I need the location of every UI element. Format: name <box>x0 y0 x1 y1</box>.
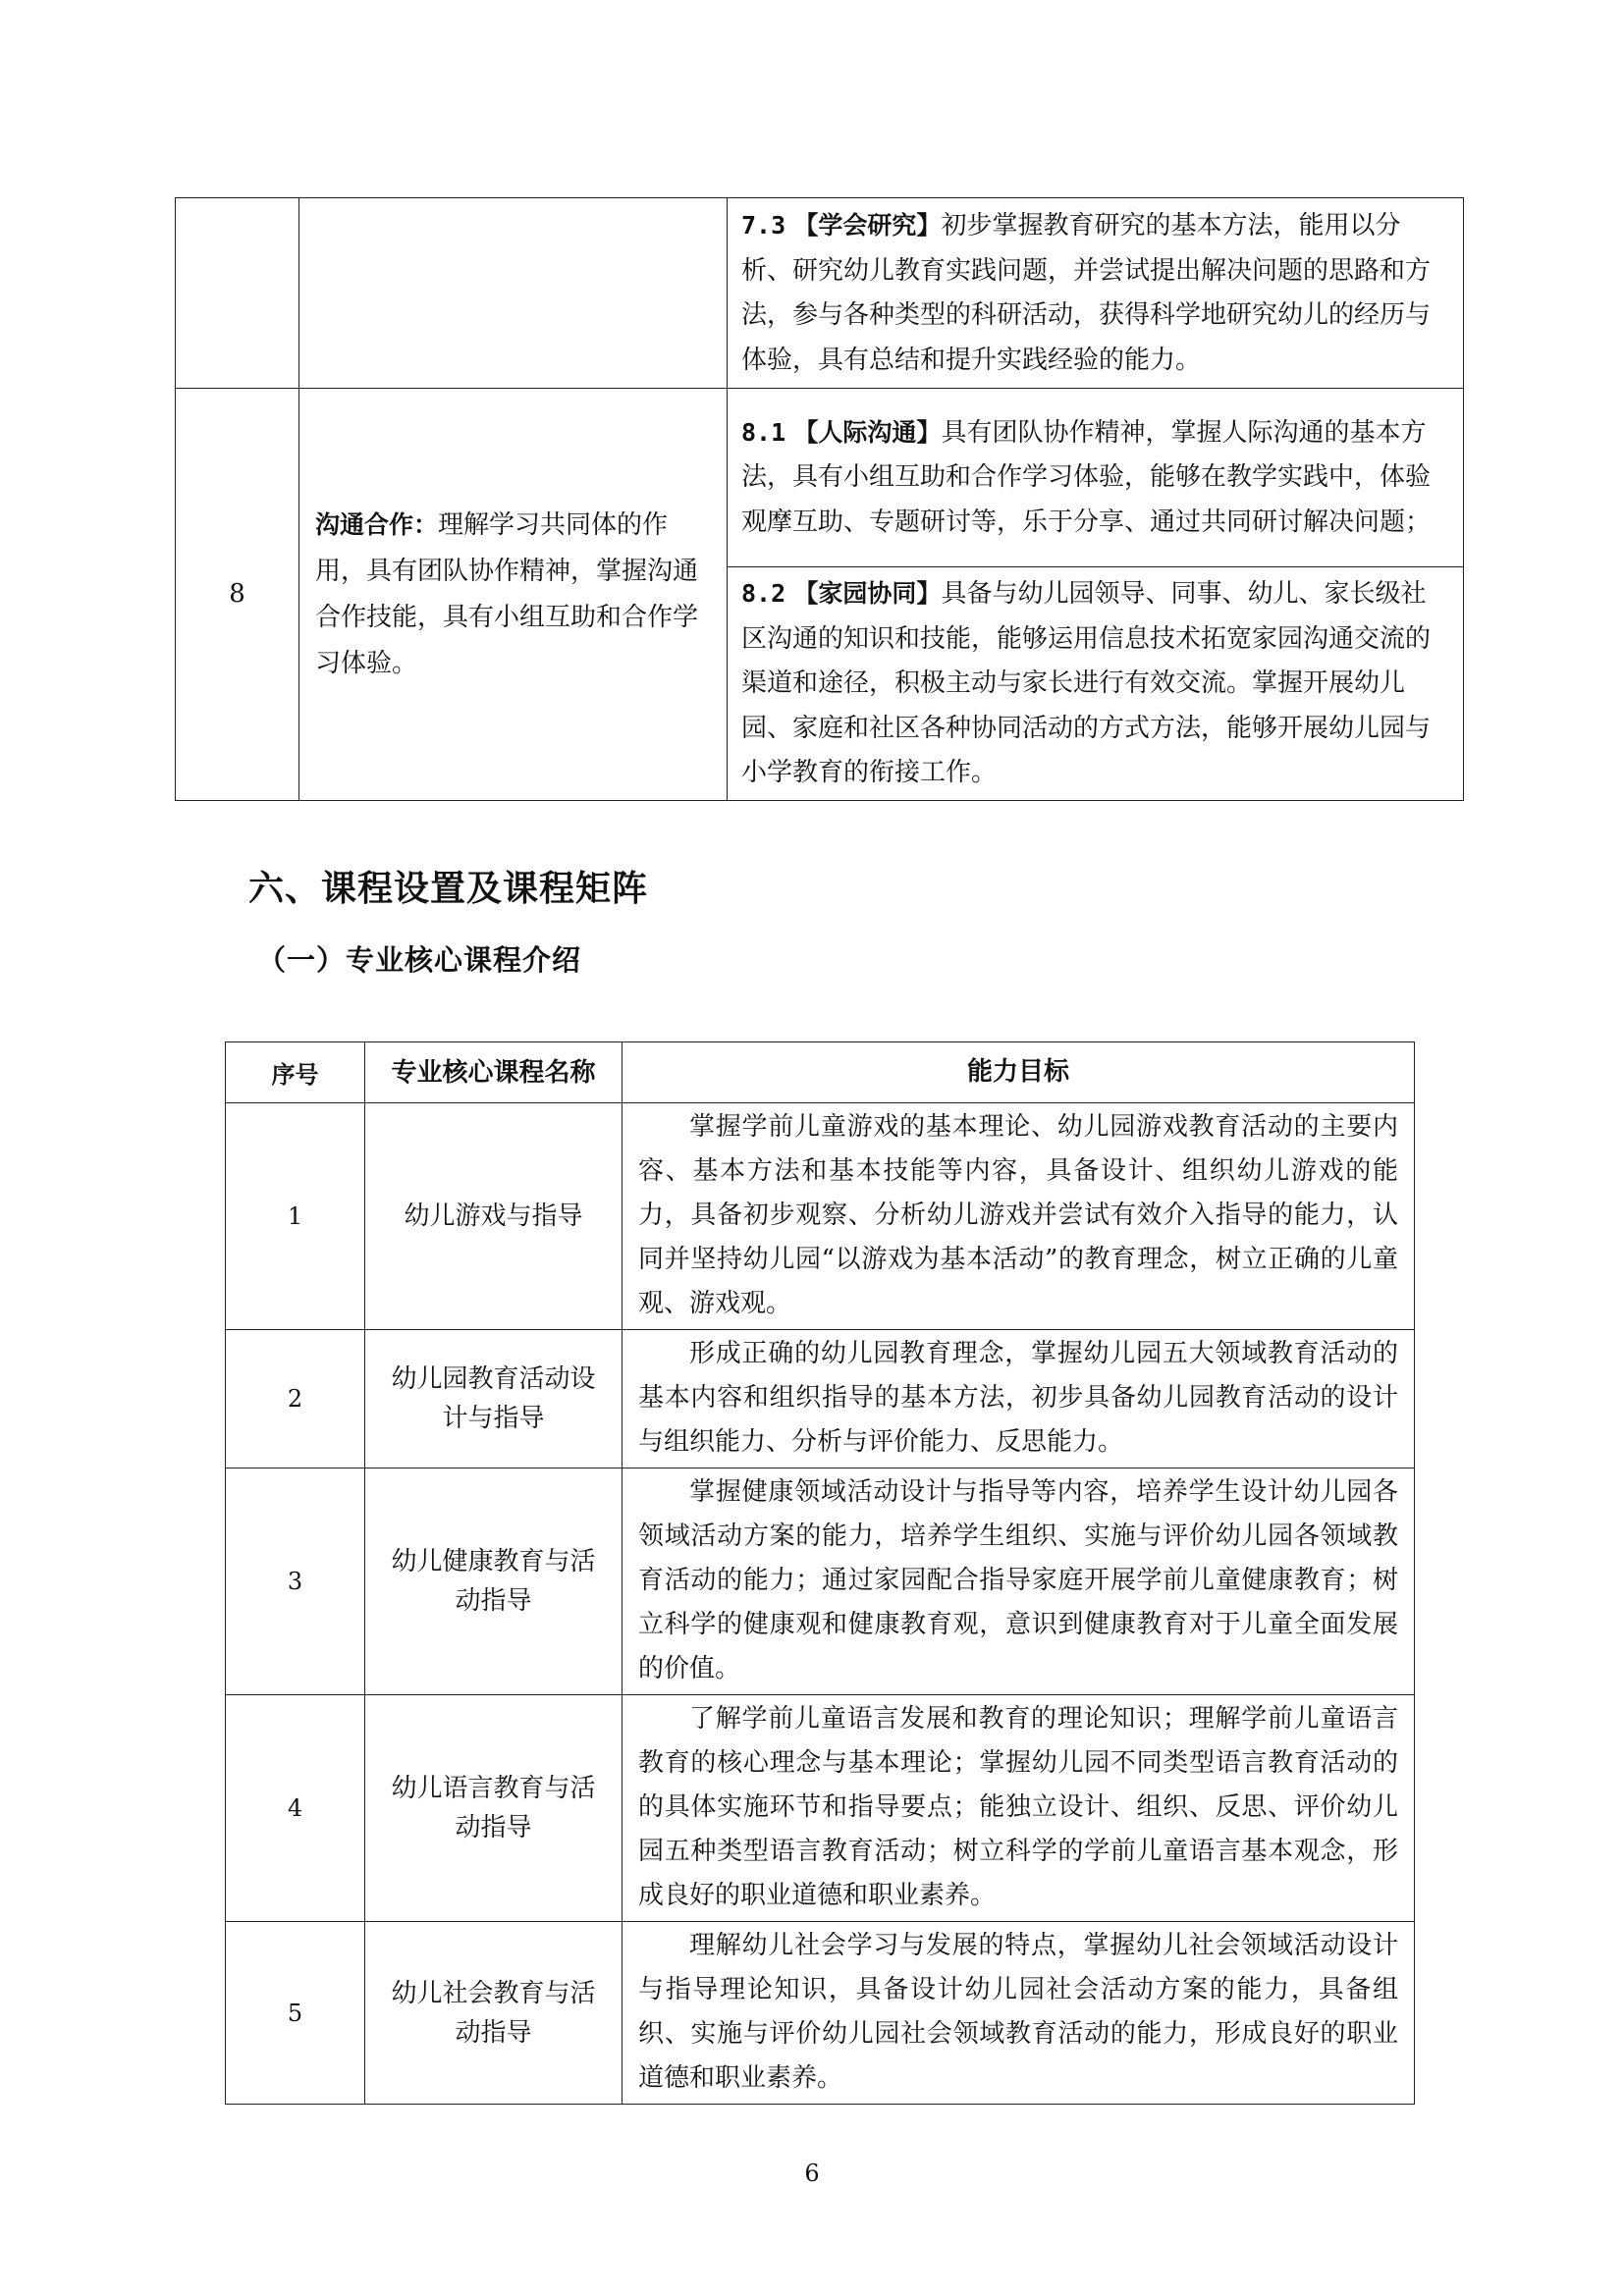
subsection-title: （一）专业核心课程介绍 <box>257 943 582 977</box>
requirement-text: 理解学习共同体的作用，具有团队协作精神，掌握沟通合作技能，具有小组互助和合作学习体验。 <box>315 509 699 678</box>
course-goal: 掌握学前儿童游戏的基本理论、幼儿园游戏教育活动的主要内容、基本方法和基本技能等内容，具备设计、组织幼儿游戏的能力，具备初步观察、分析幼儿游戏并尝试有效介入指导的能力，认同并坚持幼儿园“以游戏为基本活动”的教育理念，树立正确的儿童观、游戏观。 <box>638 1112 1398 1318</box>
header-course-name: 专业核心课程名称 <box>365 1042 623 1103</box>
row-number <box>176 198 299 389</box>
requirement-cell <box>299 389 728 801</box>
course-no: 2 <box>226 1330 365 1468</box>
core-course-table <box>225 1041 1415 2105</box>
course-no: 1 <box>226 1103 365 1330</box>
requirement-title: 沟通合作： <box>315 509 439 539</box>
course-name: 幼儿园教育活动设计与指导 <box>365 1330 623 1468</box>
course-goal: 掌握健康领域活动设计与指导等内容，培养学生设计幼儿园各领域活动方案的能力，培养学生组织、实施与评价幼儿园各领域教育活动的能力；通过家园配合指导家庭开展学前儿童健康教育；树立科学的健康观和健康教育观，意识到健康教育对于儿童全面发展的价值。 <box>638 1477 1398 1683</box>
table-row <box>176 389 1464 567</box>
course-goal-cell <box>623 1330 1415 1468</box>
indicator-code: 7.3 <box>741 211 786 240</box>
course-name: 幼儿语言教育与活动指导 <box>365 1695 623 1922</box>
row-number: 8 <box>176 389 299 801</box>
header-ability-goal: 能力目标 <box>623 1042 1415 1103</box>
course-goal: 了解学前儿童语言发展和教育的理论知识；理解学前儿童语言教育的核心理念与基本理论；掌握幼儿园不同类型语言教育活动的的具体实施环节和指导要点；能独立设计、组织、反思、评价幼儿园五种类型语言教育活动；树立科学的学前儿童语言基本观念，形成良好的职业道德和职业素养。 <box>638 1704 1398 1910</box>
table-row <box>226 1330 1415 1468</box>
indicator-code: 8.2 <box>741 579 786 608</box>
page-number: 6 <box>804 2160 820 2187</box>
course-name: 幼儿游戏与指导 <box>365 1103 623 1330</box>
course-no: 4 <box>226 1695 365 1922</box>
indicator-keyword: 【人际沟通】 <box>793 417 942 447</box>
course-name: 幼儿社会教育与活动指导 <box>365 1922 623 2105</box>
course-no: 5 <box>226 1922 365 2105</box>
section-title: 六、课程设置及课程矩阵 <box>248 869 649 909</box>
indicator-text: 初步掌握教育研究的基本方法，能用以分析、研究幼儿教育实践问题，并尝试提出解决问题的思路和方法，参与各种类型的科研活动，获得科学地研究幼儿的经历与体验，具有总结和提升实践经验的能力。 <box>741 211 1432 375</box>
indicator-keyword: 【家园协同】 <box>793 579 942 608</box>
indicator-text: 具备与幼儿园领导、同事、幼儿、家长级社区沟通的知识和技能，能够运用信息技术拓宽家园沟通交流的渠道和途径，积极主动与家长进行有效交流。掌握开展幼儿园、家庭和社区各种协同活动的方式方法，能够开展幼儿园与小学教育的衔接工作。 <box>741 579 1432 787</box>
course-goal-cell <box>623 1468 1415 1695</box>
indicator-text: 具有团队协作精神，掌握人际沟通的基本方法，具有小组互助和合作学习体验，能够在教学实践中，体验观摩互助、专题研讨等，乐于分享、通过共同研讨解决问题； <box>741 417 1432 537</box>
course-goal: 理解幼儿社会学习与发展的特点，掌握幼儿社会领域活动设计与指导理论知识，具备设计幼儿园社会活动方案的能力，具备组织、实施与评价幼儿园社会领域教育活动的能力，形成良好的职业道德和职业素养。 <box>638 1931 1398 2093</box>
indicator-keyword: 【学会研究】 <box>793 211 942 240</box>
course-goal-cell <box>623 1103 1415 1330</box>
requirement-cell <box>299 198 728 389</box>
course-goal-cell <box>623 1922 1415 2105</box>
header-no: 序号 <box>226 1042 365 1103</box>
table-row <box>226 1103 1415 1330</box>
table-row <box>226 1468 1415 1695</box>
table-row <box>226 1695 1415 1922</box>
table-row <box>226 1922 1415 2105</box>
competency-table <box>175 197 1464 801</box>
course-goal: 形成正确的幼儿园教育理念，掌握幼儿园五大领域教育活动的基本内容和组织指导的基本方法，初步具备幼儿园教育活动的设计与组织能力、分析与评价能力、反思能力。 <box>638 1339 1398 1457</box>
course-name: 幼儿健康教育与活动指导 <box>365 1468 623 1695</box>
course-no: 3 <box>226 1468 365 1695</box>
table-header-row <box>226 1042 1415 1103</box>
course-goal-cell <box>623 1695 1415 1922</box>
table-row <box>176 198 1464 389</box>
indicator-cell <box>728 198 1464 389</box>
indicator-code: 8.1 <box>741 417 786 447</box>
indicator-cell <box>728 389 1464 567</box>
indicator-cell <box>728 567 1464 801</box>
